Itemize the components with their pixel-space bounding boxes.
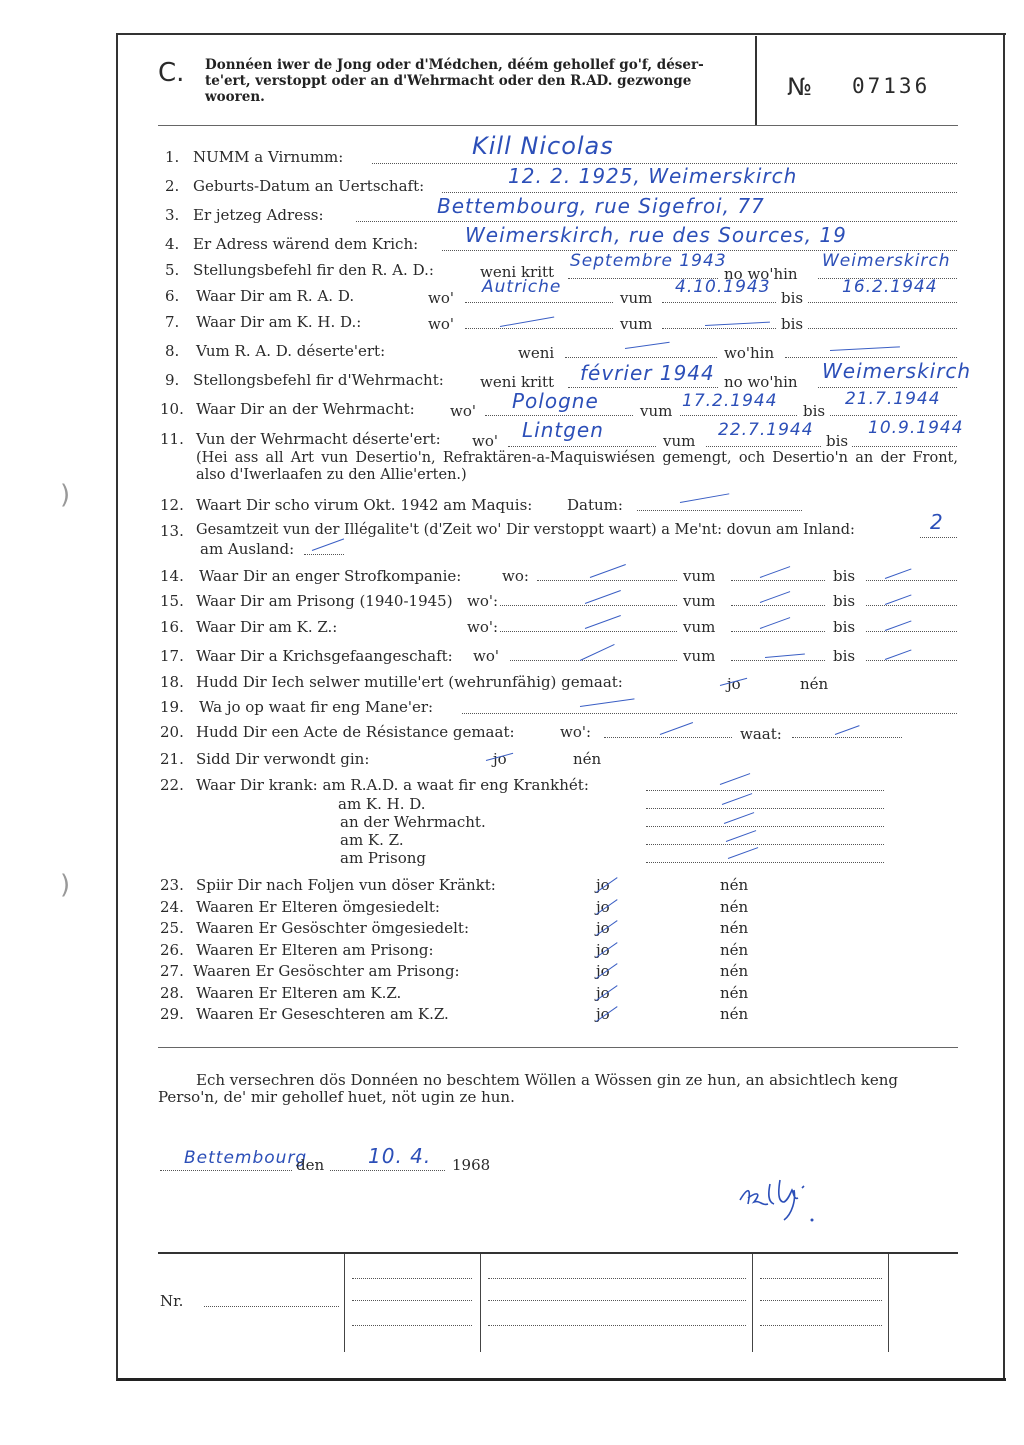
field-22-dash-0	[720, 773, 750, 785]
field-22-sub-1: am K. H. D.	[338, 795, 426, 813]
field-13-abroad-dash	[312, 538, 344, 551]
field-16-to-label: bis	[833, 618, 856, 636]
registry-box-divider-2	[480, 1254, 481, 1352]
field-15-to-dash	[885, 594, 912, 605]
section-letter: C.	[158, 58, 185, 88]
field-9-date[interactable]: février 1944	[580, 361, 715, 385]
field-3-value[interactable]: Bettembourg, rue Sigefroi, 77	[437, 194, 765, 218]
field-17-place-dash	[580, 644, 615, 661]
field-1-number: 1.	[165, 148, 180, 166]
field-11-to[interactable]: 10.9.1944	[868, 418, 964, 438]
field-15-number: 15.	[160, 592, 184, 610]
field-9-where-label: no wo'hin	[724, 373, 798, 391]
signing-date[interactable]: 10. 4.	[368, 1144, 432, 1168]
field-10-from-label: vum	[640, 402, 673, 420]
field-11-from[interactable]: 22.7.1944	[718, 420, 814, 440]
field-9-number: 9.	[165, 371, 180, 389]
field-6-to-line	[808, 302, 957, 303]
field-8-date-line	[565, 357, 717, 358]
field-20-place-line	[604, 737, 732, 738]
header-divider	[755, 36, 757, 126]
field-13-abroad-line	[304, 554, 344, 555]
field-17-to-dash	[885, 649, 912, 660]
field-24-no[interactable]: nén	[720, 898, 749, 916]
field-19-label: Wa jo op waat fir eng Mane'er:	[199, 698, 434, 716]
field-2-label: Geburts-Datum an Uertschaft:	[193, 177, 425, 195]
field-11-where-label: wo'	[472, 432, 498, 450]
field-15-place-line	[500, 605, 677, 606]
field-6-from-label: vum	[620, 289, 653, 307]
field-22-sub-2: an der Wehrmacht.	[340, 813, 486, 831]
field-29-number: 29.	[160, 1005, 184, 1023]
field-16-from-dash	[760, 617, 790, 629]
punch-hole-mark-bottom: )	[60, 870, 71, 900]
field-10-number: 10.	[160, 400, 184, 418]
number-sign: №	[787, 73, 812, 101]
field-3-line	[356, 221, 957, 222]
field-7-number: 7.	[165, 313, 180, 331]
field-10-from[interactable]: 17.2.1944	[682, 391, 778, 411]
field-16-place-line	[500, 631, 677, 632]
field-15-where-label: wo':	[467, 592, 499, 610]
field-10-to-line	[830, 415, 957, 416]
field-11-to-label: bis	[826, 432, 849, 450]
field-11-number: 11.	[160, 430, 184, 448]
field-21-yes[interactable]: jo	[493, 750, 507, 768]
field-18-label: Hudd Dir Iech selwer mutille'ert (wehrunfähig) gemaat:	[196, 673, 623, 691]
field-7-place-line	[465, 328, 613, 329]
field-22-dash-3	[726, 830, 756, 842]
field-5-place[interactable]: Weimerskirch	[822, 251, 951, 271]
field-15-to-label: bis	[833, 592, 856, 610]
field-6-from-line	[662, 302, 776, 303]
section-title: Donnéen iwer de Jong oder d'Médchen, déém gehollef go'f, déser-te'ert, verstoppt oder an d'Wehrmacht oder den R.AD. gezwonge wooren.	[205, 57, 704, 105]
field-9-place[interactable]: Weimerskirch	[822, 359, 972, 383]
field-22-line-4	[646, 862, 884, 863]
field-7-to-line	[808, 328, 957, 329]
field-8-date-dash	[625, 342, 670, 349]
field-14-from-line	[731, 580, 825, 581]
field-5-number: 5.	[165, 261, 180, 279]
field-20-what-line	[792, 737, 902, 738]
field-15-label: Waar Dir am Prisong (1940-1945)	[196, 592, 453, 610]
field-29-label: Waaren Er Geseschteren am K.Z.	[196, 1005, 449, 1023]
field-9-label: Stellongsbefehl fir d'Wehrmacht:	[193, 371, 444, 389]
field-12-number: 12.	[160, 496, 184, 514]
field-8-when-label: weni	[518, 344, 555, 362]
field-15-from-line	[731, 605, 825, 606]
field-22-dash-4	[728, 847, 758, 859]
declaration-rule	[158, 1047, 958, 1048]
field-8-label: Vum R. A. D. déserte'ert:	[196, 342, 386, 360]
field-14-from-label: vum	[683, 567, 716, 585]
field-24-yes[interactable]: jo	[596, 898, 610, 916]
field-27-no[interactable]: nén	[720, 962, 749, 980]
field-17-from-line	[731, 660, 825, 661]
field-22-line-2	[646, 826, 884, 827]
field-14-to-dash	[885, 568, 912, 579]
field-13-label: Gesamtzeit vun der Illégalite't (d'Zeit wo' Dir verstoppt waart) a Me'nt: dovun am Inland:	[196, 522, 855, 538]
field-11-to-line	[852, 446, 957, 447]
field-26-number: 26.	[160, 941, 184, 959]
field-22-dash-2	[724, 812, 754, 824]
field-14-from-dash	[760, 566, 790, 578]
field-6-place[interactable]: Autriche	[482, 277, 562, 297]
field-6-where-label: wo'	[428, 289, 454, 307]
field-4-label: Er Adress wärend dem Krich:	[193, 235, 419, 253]
date-line	[330, 1170, 445, 1171]
field-16-where-label: wo':	[467, 618, 499, 636]
field-10-to-label: bis	[803, 402, 826, 420]
field-28-number: 28.	[160, 984, 184, 1002]
field-2-line	[442, 192, 957, 193]
field-26-yes[interactable]: jo	[596, 941, 610, 959]
field-10-from-line	[680, 415, 797, 416]
field-15-from-label: vum	[683, 592, 716, 610]
field-21-label: Sidd Dir verwondt gin:	[196, 750, 370, 768]
field-20-label: Hudd Dir een Acte de Résistance gemaat:	[196, 723, 515, 741]
field-27-label: Waaren Er Gesöschter am Prisong:	[193, 962, 460, 980]
field-29-yes[interactable]: jo	[596, 1005, 610, 1023]
field-7-where-label: wo'	[428, 315, 454, 333]
field-27-yes[interactable]: jo	[596, 962, 610, 980]
punch-hole-mark-top: )	[60, 480, 71, 510]
field-10-to[interactable]: 21.7.1944	[845, 389, 941, 409]
field-17-to-line	[866, 660, 957, 661]
field-14-place-dash	[590, 564, 626, 578]
header-rule	[158, 125, 958, 126]
registry-box	[158, 1252, 958, 1354]
field-23-label: Spiir Dir nach Foljen vun döser Kränkt:	[196, 876, 496, 894]
registry-box-divider-4	[888, 1254, 889, 1352]
field-19-number: 19.	[160, 698, 184, 716]
field-12-date-dash	[680, 493, 729, 503]
field-2-value[interactable]: 12. 2. 1925, Weimerskirch	[508, 164, 798, 188]
field-18-yes[interactable]: jo	[727, 675, 741, 693]
field-17-where-label: wo'	[473, 647, 499, 665]
field-26-label: Waaren Er Elteren am Prisong:	[196, 941, 434, 959]
field-18-no[interactable]: nén	[800, 675, 829, 693]
field-7-from-line	[662, 328, 776, 329]
field-11-note: (Hei ass all Art vun Desertio'n, Refraktären-a-Maquiswiésen gemengt, och Desertio'n an der Front, also d'Iwerlaafen zu den Allie'erten.)	[196, 450, 958, 483]
field-16-from-label: vum	[683, 618, 716, 636]
signature	[732, 1170, 822, 1234]
field-11-label: Vun der Wehrmacht déserte'ert:	[196, 430, 441, 448]
field-9-date-line	[568, 387, 718, 388]
field-16-number: 16.	[160, 618, 184, 636]
field-1-label: NUMM a Virnumm:	[193, 148, 344, 166]
field-18-number: 18.	[160, 673, 184, 691]
field-13-inland-value[interactable]: 2	[930, 510, 944, 534]
field-6-place-line	[465, 302, 613, 303]
field-22-sub-4: am Prisong	[340, 849, 426, 867]
field-16-to-dash	[885, 620, 912, 631]
field-19-line	[462, 713, 957, 714]
field-10-label: Waar Dir an der Wehrmacht:	[196, 400, 415, 418]
field-5-when-label: weni kritt	[480, 263, 555, 281]
field-14-to-label: bis	[833, 567, 856, 585]
signature-scribble	[732, 1170, 822, 1230]
field-12-date-line	[637, 510, 802, 511]
field-15-place-dash	[585, 590, 621, 604]
registry-line-6	[488, 1325, 746, 1326]
field-24-label: Waaren Er Elteren ömgesiedelt:	[196, 898, 440, 916]
field-3-label: Er jetzeg Adress:	[193, 206, 324, 224]
registry-line-7	[760, 1278, 882, 1279]
field-2-number: 2.	[165, 177, 180, 195]
field-11-from-line	[706, 446, 821, 447]
nr-label: Nr.	[160, 1292, 184, 1310]
field-14-label: Waar Dir an enger Strofkompanie:	[199, 567, 462, 585]
field-5-label: Stellungsbefehl fir den R. A. D.:	[193, 261, 434, 279]
field-12-date-label: Datum:	[567, 496, 623, 514]
field-17-from-dash	[765, 654, 805, 658]
registry-line-1	[352, 1278, 472, 1279]
field-22-line-0	[646, 790, 884, 791]
field-4-value[interactable]: Weimerskirch, rue des Sources, 19	[465, 223, 847, 247]
field-26-no[interactable]: nén	[720, 941, 749, 959]
field-7-from-dash	[705, 322, 770, 326]
field-28-yes[interactable]: jo	[596, 984, 610, 1002]
field-11-place-line	[508, 446, 656, 447]
field-17-number: 17.	[160, 647, 184, 665]
registry-line-2	[352, 1300, 472, 1301]
field-17-label: Waar Dir a Krichsgefaangeschaft:	[196, 647, 453, 665]
field-3-number: 3.	[165, 206, 180, 224]
field-15-to-line	[866, 605, 957, 606]
field-14-number: 14.	[160, 567, 184, 585]
field-10-where-label: wo'	[450, 402, 476, 420]
field-17-from-label: vum	[683, 647, 716, 665]
field-20-number: 20.	[160, 723, 184, 741]
field-25-number: 25.	[160, 919, 184, 937]
field-6-to-label: bis	[781, 289, 804, 307]
field-8-number: 8.	[165, 342, 180, 360]
field-13-inland-line	[920, 537, 957, 538]
field-1-value[interactable]: Kill Nicolas	[472, 132, 614, 160]
registry-box-divider-1	[344, 1254, 345, 1352]
field-7-to-label: bis	[781, 315, 804, 333]
field-16-to-line	[866, 631, 957, 632]
field-12-label: Waart Dir scho virum Okt. 1942 am Maquis:	[196, 496, 533, 514]
field-20-what-dash	[835, 725, 860, 735]
registry-line-9	[760, 1325, 882, 1326]
field-10-place[interactable]: Pologne	[512, 389, 599, 413]
field-8-place-dash	[830, 346, 900, 351]
field-21-number: 21.	[160, 750, 184, 768]
registry-line-4	[488, 1278, 746, 1279]
declaration-text: Ech versechren dös Donnéen no beschtem Wöllen a Wössen gin ze hun, an absichtlech keng Perso'n, de' mir gehollef huet, nöt ugin ze hun.	[158, 1071, 898, 1106]
field-9-place-line	[818, 387, 957, 388]
field-13-number: 13.	[160, 522, 184, 540]
field-11-from-label: vum	[663, 432, 696, 450]
registry-line-8	[760, 1300, 882, 1301]
field-22-dash-1	[722, 793, 752, 805]
field-6-to[interactable]: 16.2.1944	[842, 277, 938, 297]
field-14-where-label: wo:	[502, 567, 529, 585]
registry-line-5	[488, 1300, 746, 1301]
field-22-label: Waar Dir krank: am R.A.D. a waat fir eng Krankhét:	[196, 776, 589, 794]
field-24-number: 24.	[160, 898, 184, 916]
field-13-abroad-label: am Ausland:	[200, 540, 295, 558]
field-17-place-line	[510, 660, 677, 661]
place-line	[160, 1170, 292, 1171]
field-20-what-label: waat:	[740, 725, 782, 743]
field-28-no[interactable]: nén	[720, 984, 749, 1002]
field-14-place-line	[537, 580, 677, 581]
field-21-no[interactable]: nén	[573, 750, 602, 768]
field-6-from[interactable]: 4.10.1943	[675, 277, 771, 297]
field-17-to-label: bis	[833, 647, 856, 665]
field-11-place[interactable]: Lintgen	[522, 418, 604, 442]
field-7-from-label: vum	[620, 315, 653, 333]
field-14-to-line	[866, 580, 957, 581]
field-27-number: 27.	[160, 962, 184, 980]
field-22-line-1	[646, 808, 884, 809]
field-20-where-label: wo':	[560, 723, 592, 741]
field-16-from-line	[731, 631, 825, 632]
field-5-date[interactable]: Septembre 1943	[570, 251, 727, 271]
field-6-label: Waar Dir am R. A. D.	[196, 287, 355, 305]
field-7-label: Waar Dir am K. H. D.:	[196, 313, 362, 331]
form-number: 07136	[852, 74, 931, 98]
field-9-when-label: weni kritt	[480, 373, 555, 391]
field-29-no[interactable]: nén	[720, 1005, 749, 1023]
field-7-place-dash	[500, 316, 554, 327]
field-5-where-label: no wo'hin	[724, 265, 798, 283]
field-25-no[interactable]: nén	[720, 919, 749, 937]
den-label: den	[296, 1156, 325, 1174]
signing-place[interactable]: Bettembourg	[184, 1148, 308, 1168]
field-6-number: 6.	[165, 287, 180, 305]
field-8-place-line	[785, 357, 957, 358]
field-20-place-dash	[660, 722, 693, 735]
field-16-place-dash	[585, 615, 621, 629]
field-19-dash	[580, 698, 635, 707]
field-22-line-3	[646, 844, 884, 845]
field-22-sub-3: am K. Z.	[340, 831, 404, 849]
registry-box-divider-3	[752, 1254, 753, 1352]
registry-line-3	[352, 1325, 472, 1326]
field-8-where-label: wo'hin	[724, 344, 775, 362]
field-4-number: 4.	[165, 235, 180, 253]
signing-year: 1968	[452, 1156, 491, 1174]
field-16-label: Waar Dir am K. Z.:	[196, 618, 338, 636]
field-25-yes[interactable]: jo	[596, 919, 610, 937]
field-15-from-dash	[760, 591, 790, 603]
field-23-no[interactable]: nén	[720, 876, 749, 894]
field-23-number: 23.	[160, 876, 184, 894]
nr-line	[204, 1306, 339, 1307]
field-23-yes[interactable]: jo	[596, 876, 610, 894]
field-10-place-line	[485, 415, 633, 416]
field-28-label: Waaren Er Elteren am K.Z.	[196, 984, 402, 1002]
field-25-label: Waaren Er Gesöschter ömgesiedelt:	[196, 919, 470, 937]
field-22-number: 22.	[160, 776, 184, 794]
